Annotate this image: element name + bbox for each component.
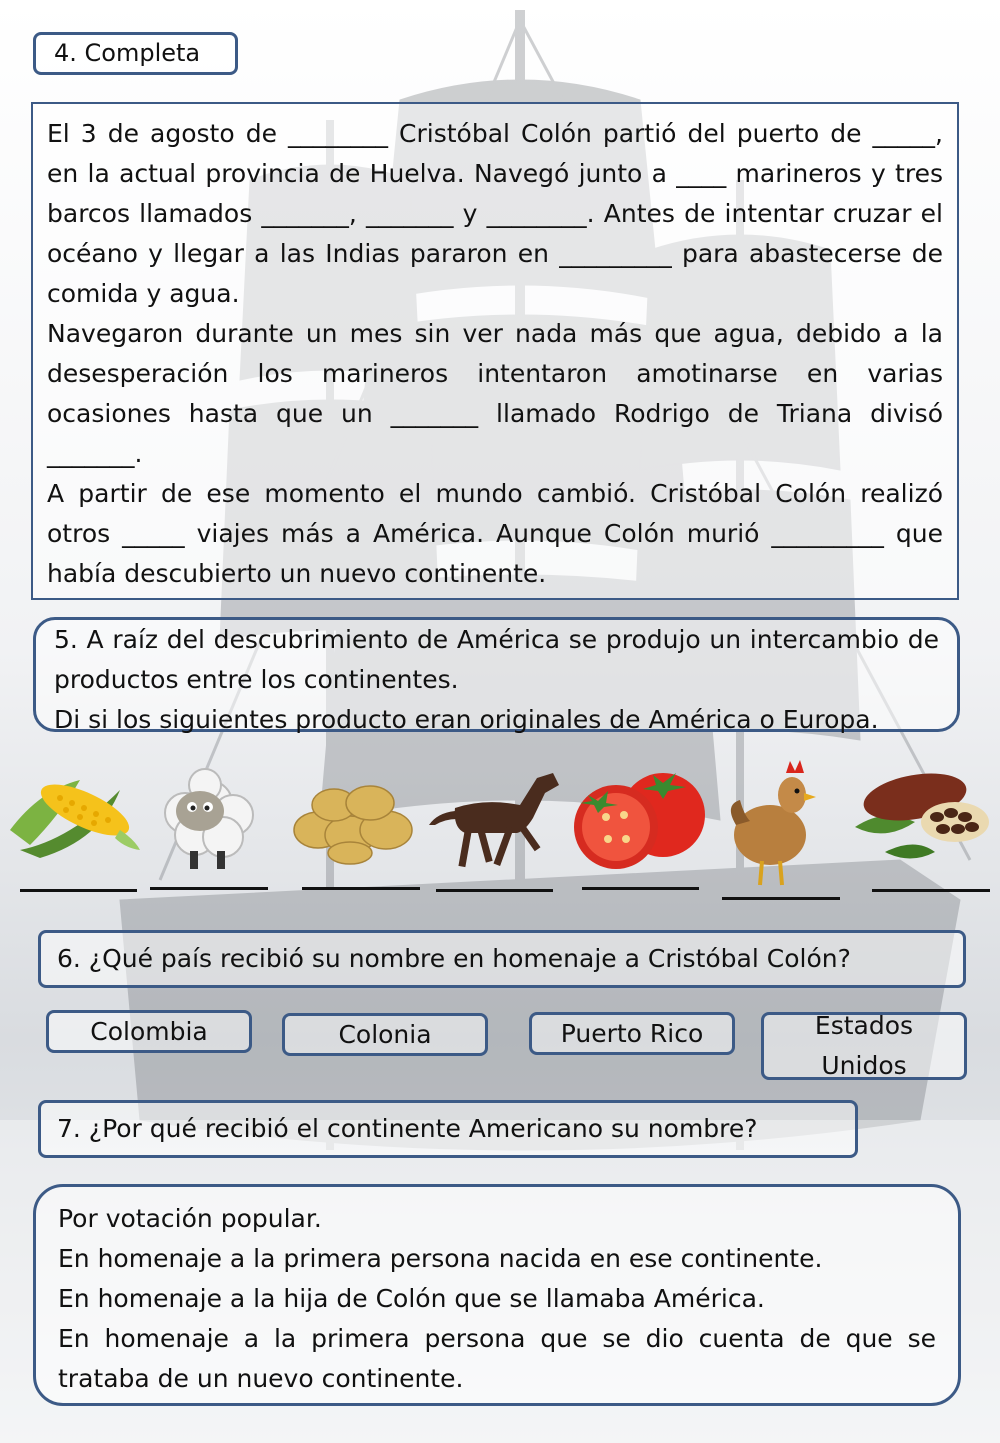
- answer-blank-sheep[interactable]: [150, 887, 268, 890]
- answer-option-1[interactable]: Por votación popular.: [58, 1204, 322, 1233]
- hen-image: [722, 755, 822, 890]
- tomatoes-image: [568, 765, 713, 875]
- answer-option-2[interactable]: En homenaje a la primera persona nacida en ese continente.: [58, 1244, 823, 1273]
- section-5-instruction: Di si los siguientes producto eran originales de América o Europa.: [54, 705, 879, 734]
- answer-blank-horse[interactable]: [436, 889, 553, 892]
- section-5-intro: 5. A raíz del descubrimiento de América se produjo un intercambio de productos entre los continentes.: [54, 625, 939, 694]
- answer-blank-cocoa[interactable]: [872, 889, 990, 892]
- horse-image: [425, 763, 565, 873]
- section-4-text-box: [31, 102, 959, 600]
- section-4-title: 4. Completa: [33, 32, 238, 75]
- answer-blank-tomatoes[interactable]: [582, 887, 699, 890]
- option-colombia-button[interactable]: Colombia: [46, 1010, 252, 1053]
- answer-blank-hen[interactable]: [722, 897, 840, 900]
- fill-in-paragraph-2: Navegaron durante un mes sin ver nada más que agua, debido a la desesperación los marineros intentaron amotinarse en varias ocasiones hasta que un _______ llamado Rodrigo de Triana divisó _______.: [47, 319, 943, 468]
- answer-blank-potatoes[interactable]: [302, 887, 420, 890]
- section-6-question: 6. ¿Qué país recibió su nombre en homenaje a Cristóbal Colón?: [38, 930, 966, 988]
- section-5-question-box: [33, 617, 960, 732]
- option-colonia-button[interactable]: Colonia: [282, 1013, 488, 1056]
- option-estados-unidos-button[interactable]: Estados Unidos: [761, 1012, 967, 1080]
- corn-image: [0, 760, 145, 860]
- product-images-row: [0, 755, 1000, 900]
- answer-blank-corn[interactable]: [20, 889, 137, 892]
- section-7-question: 7. ¿Por qué recibió el continente Americano su nombre?: [38, 1100, 858, 1158]
- fill-in-paragraph-3: A partir de ese momento el mundo cambió. Cristóbal Colón realizó otros _____ viajes más a América. Aunque Colón murió _________ que había descubierto un nuevo continente.: [47, 479, 943, 588]
- sheep-image: [155, 763, 260, 873]
- answer-option-3[interactable]: En homenaje a la hija de Colón que se llamaba América.: [58, 1284, 765, 1313]
- option-puerto-rico-button[interactable]: Puerto Rico: [529, 1012, 735, 1055]
- potatoes-image: [288, 775, 420, 865]
- fill-in-paragraph-1: El 3 de agosto de ________ Cristóbal Colón partió del puerto de _____, en la actual provincia de Huelva. Navegó junto a ____ marineros y tres barcos llamados _______, _______ y ________. Antes de intentar cruzar el océano y llegar a las Indias pararon en _________ para abastecerse de comida y agua.: [47, 119, 943, 308]
- answer-option-4[interactable]: En homenaje a la primera persona que se dio cuenta de que se trataba de un nuevo continente.: [58, 1324, 936, 1393]
- section-7-answers-box: [33, 1184, 961, 1406]
- cocoa-image: [845, 767, 995, 867]
